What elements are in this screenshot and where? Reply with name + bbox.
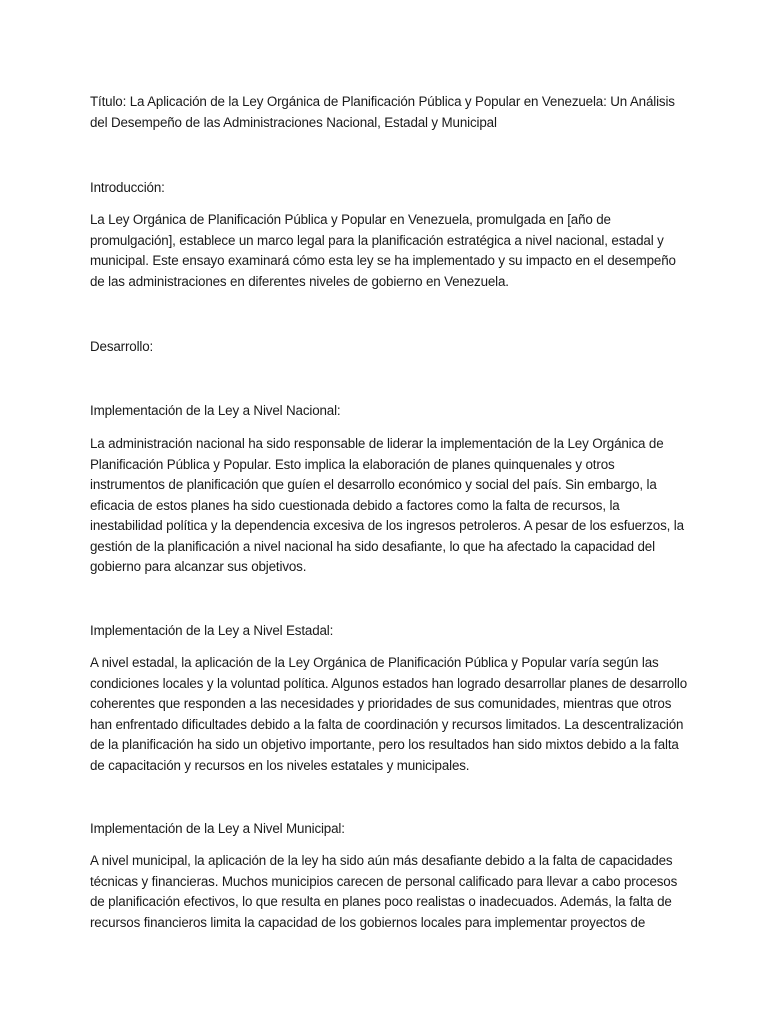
intro-heading: Introducción: — [90, 180, 165, 195]
development-heading: Desarrollo: — [90, 339, 154, 354]
national-heading: Implementación de la Ley a Nivel Nacional: — [90, 403, 341, 418]
municipal-heading: Implementación de la Ley a Nivel Municipal: — [90, 821, 345, 836]
state-paragraph: A nivel estadal, la aplicación de la Ley Orgánica de Planificación Pública y Popular varía según las condiciones locales y la voluntad política. Algunos estados han logrado desarrollar planes de desarrollo coherentes que responden a las necesidades y prioridades de sus comunidades, mientras que otros han enfrentado dificultades debido a la falta de coordinación y recursos limitados. La descentralización de la planificación ha sido un objetivo importante, pero los resultados han sido mixtos debido a la falta de capacitación y recursos en los niveles estatales y municipales. — [90, 655, 688, 773]
national-paragraph: La administración nacional ha sido responsable de liderar la implementación de la Ley Orgánica de Planificación Pública y Popular. Esto implica la elaboración de planes quinquenales y otros instrumentos de planificación que guíen el desarrollo económico y social del país. Sin embargo, la eficacia de estos planes ha sido cuestionada debido a factores como la falta de recursos, la inestabilidad política y la dependencia excesiva de los ingresos petroleros. A pesar de los esfuerzos, la gestión de la planificación a nivel nacional ha sido desafiante, lo que ha afectado la capacidad del gobierno para alcanzar sus objetivos. — [90, 436, 684, 574]
municipal-paragraph: A nivel municipal, la aplicación de la ley ha sido aún más desafiante debido a la falta de capacidades técnicas y financieras. Muchos municipios carecen de personal calificado para llevar a cabo procesos de planificación efectivos, lo que resulta en planes poco realistas o inadecuados. Además, la falta de recursos financieros limita la capacidad de los gobiernos locales para implementar proyectos de — [90, 853, 678, 930]
document-title: Título: La Aplicación de la Ley Orgánica de Planificación Pública y Popular en Venezuela: Un Análisis del Desempeño de las Administraciones Nacional, Estadal y Municipal — [90, 94, 675, 130]
intro-paragraph: La Ley Orgánica de Planificación Pública y Popular en Venezuela, promulgada en [año de promulgación], establece un marco legal para la planificación estratégica a nivel nacional, estadal y municipal. Este ensayo examinará cómo esta ley se ha implementado y su impacto en el desempeño de las administraciones en diferentes niveles de gobierno en Venezuela. — [90, 212, 676, 289]
state-heading: Implementación de la Ley a Nivel Estadal: — [90, 623, 334, 638]
